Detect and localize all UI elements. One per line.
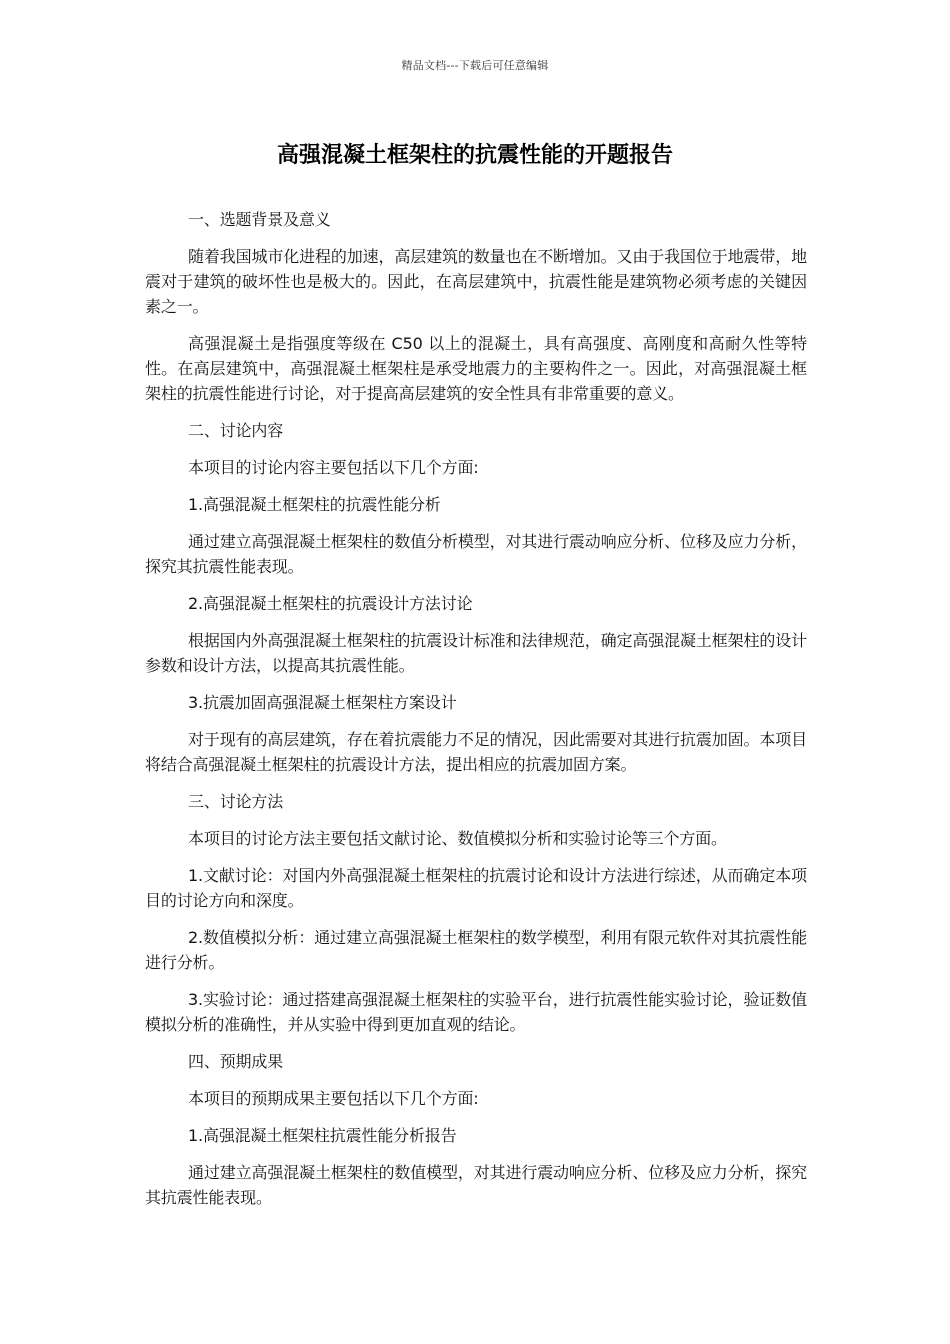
paragraph-outcomes-1: 通过建立高强混凝土框架柱的数值模型，对其进行震动响应分析、位移及应力分析，探究其抗震性能表现。	[145, 1163, 807, 1207]
paragraph-methods-intro: 本项目的讨论方法主要包括文献讨论、数值模拟分析和实验讨论等三个方面。	[188, 829, 727, 848]
document-title: 高强混凝土框架柱的抗震性能的开题报告	[276, 143, 673, 168]
page-header-watermark: 精品文档---下载后可任意编辑	[401, 59, 549, 72]
section-heading-outcomes: 四、预期成果	[188, 1052, 284, 1071]
document-body	[145, 207, 807, 1222]
section-heading-content: 二、讨论内容	[188, 421, 284, 440]
subheading-content-3: 3.抗震加固高强混凝土框架柱方案设计	[188, 693, 457, 712]
paragraph-content-2: 根据国内外高强混凝土框架柱的抗震设计标准和法律规范，确定高强混凝土框架柱的设计参数和设计方法，以提高其抗震性能。	[145, 631, 807, 675]
paragraph-content-1: 通过建立高强混凝土框架柱的数值分析模型，对其进行震动响应分析、位移及应力分析，探究其抗震性能表现。	[145, 532, 807, 576]
section-heading-background: 一、选题背景及意义	[188, 210, 331, 229]
paragraph-background-2: 高强混凝土是指强度等级在 C50 以上的混凝土，具有高强度、高刚度和高耐久性等特性。在高层建筑中，高强混凝土框架柱是承受地震力的主要构件之一。因此，对高强混凝土框架柱的抗震性能进行讨论，对于提高高层建筑的安全性具有非常重要的意义。	[145, 334, 807, 403]
paragraph-methods-3: 3.实验讨论：通过搭建高强混凝土框架柱的实验平台，进行抗震性能实验讨论，验证数值模拟分析的准确性，并从实验中得到更加直观的结论。	[145, 990, 807, 1034]
paragraph-content-intro: 本项目的讨论内容主要包括以下几个方面:	[188, 458, 479, 477]
subheading-content-2: 2.高强混凝土框架柱的抗震设计方法讨论	[188, 594, 473, 613]
paragraph-content-3: 对于现有的高层建筑，存在着抗震能力不足的情况，因此需要对其进行抗震加固。本项目将结合高强混凝土框架柱的抗震设计方法，提出相应的抗震加固方案。	[145, 730, 807, 774]
paragraph-background-1: 随着我国城市化进程的加速，高层建筑的数量也在不断增加。又由于我国位于地震带，地震对于建筑的破坏性也是极大的。因此，在高层建筑中，抗震性能是建筑物必须考虑的关键因素之一。	[145, 247, 807, 316]
paragraph-methods-1: 1.文献讨论：对国内外高强混凝土框架柱的抗震讨论和设计方法进行综述，从而确定本项目的讨论方向和深度。	[145, 866, 807, 910]
paragraph-outcomes-intro: 本项目的预期成果主要包括以下几个方面:	[188, 1089, 479, 1108]
subheading-content-1: 1.高强混凝土框架柱的抗震性能分析	[188, 495, 441, 514]
subheading-outcomes-1: 1.高强混凝土框架柱抗震性能分析报告	[188, 1126, 457, 1145]
paragraph-methods-2: 2.数值模拟分析：通过建立高强混凝土框架柱的数学模型，利用有限元软件对其抗震性能进行分析。	[145, 928, 807, 972]
section-heading-methods: 三、讨论方法	[188, 792, 284, 811]
